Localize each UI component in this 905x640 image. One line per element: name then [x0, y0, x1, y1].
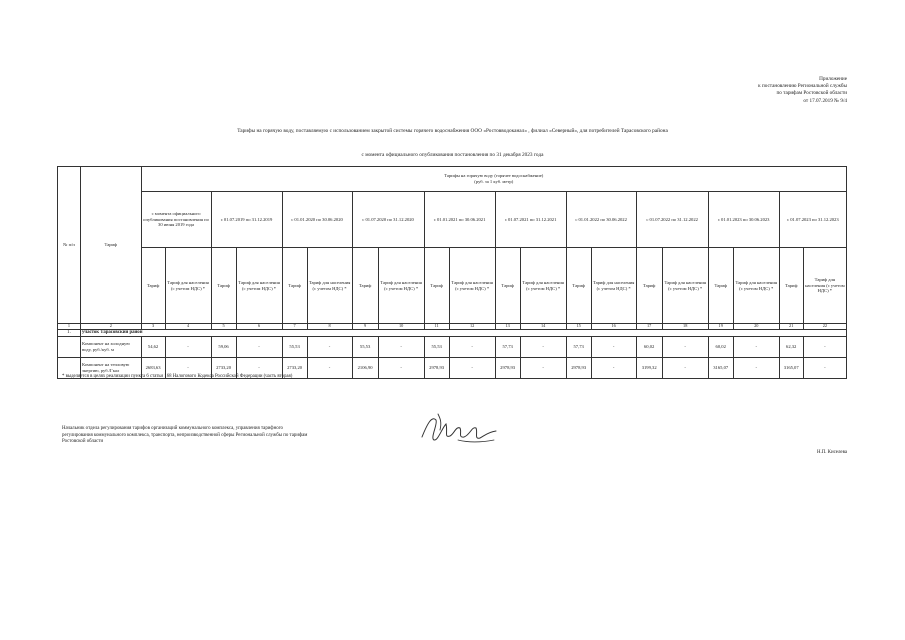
document-title: Тарифы на горячую воду, поставляемую с использованием закрытой системы горячего водоснабжения ООО «Ростовводоканал» , филиал «Северный», для потребителей Тарасовского района — [237, 128, 668, 134]
column-number: 20 — [733, 324, 779, 330]
subheader-population-tariff: Тариф для населения (с учетом НДС) * — [236, 248, 282, 324]
period-header: с 01.01.2022 по 30.06.2022 — [566, 192, 636, 248]
table-cell: 60,02 — [636, 336, 662, 357]
column-number: 15 — [566, 324, 591, 330]
period-header: с 01.07.2023 по 31.12.2023 — [779, 192, 846, 248]
row-number-cell — [58, 336, 81, 357]
column-header-number: № п/п — [58, 167, 81, 324]
table-cell: 55,53 — [282, 336, 307, 357]
table-cell: - — [662, 336, 708, 357]
table-cell: - — [307, 336, 352, 357]
subheader-population-tariff: Тариф для населения (с учетом НДС) * — [165, 248, 211, 324]
period-header: с 01.01.2020 по 30.06.2020 — [282, 192, 352, 248]
table-cell: 55,53 — [424, 336, 449, 357]
footnote: * выделяется в целях реализации пункта 6 статьи 168 Налогового Кодекса Российской Федерации (часть вторая) — [62, 374, 293, 379]
group-header — [141, 167, 846, 192]
table-cell: - — [803, 357, 846, 378]
appendix-line: по тарифам Ростовской области — [776, 90, 847, 97]
subheader-tariff: Тариф — [211, 248, 236, 324]
section-number: 1. — [58, 329, 81, 336]
appendix-line: к постановлению Региональной службы — [758, 83, 847, 90]
signature-stroke — [438, 414, 441, 430]
column-number: 19 — [708, 324, 733, 330]
column-number: 12 — [449, 324, 495, 330]
table-cell: 54,62 — [141, 336, 165, 357]
table-cell: - — [591, 336, 636, 357]
table-cell: 60,02 — [708, 336, 733, 357]
period-header: с 01.07.2020 по 31.12.2020 — [352, 192, 424, 248]
table-cell: 2978,93 — [424, 357, 449, 378]
table-cell: - — [307, 357, 352, 378]
table-cell: 2978,93 — [495, 357, 520, 378]
period-header: с 01.07.2021 по 31.12.2021 — [495, 192, 566, 248]
period-header: с 01.01.2023 по 30.06.2023 — [708, 192, 779, 248]
table-cell: 3165,07 — [779, 357, 803, 378]
table-cell: - — [236, 357, 282, 378]
subheader-tariff: Тариф — [779, 248, 803, 324]
table-cell: 55,53 — [352, 336, 378, 357]
signer-title: Начальник отдела регулирования тарифов организаций коммунального комплекса, управления тарифного регулирования коммунального комплекса, транспорта, непроизводственной сферы Региональной службы по тарифам Ростовской области — [62, 426, 308, 445]
group-header-line: Тарифы на горячую воду (горячее водоснабжение) — [444, 173, 544, 179]
period-header: с 01.07.2022 по 31.12.2022 — [636, 192, 708, 248]
subheader-row — [58, 248, 847, 324]
column-number: 8 — [307, 324, 352, 330]
subheader-population-tariff: Тариф для населения (с учетом НДС) * — [378, 248, 424, 324]
table-cell: - — [520, 357, 566, 378]
column-header-tariff: Тариф — [80, 167, 141, 324]
table-cell: - — [733, 336, 779, 357]
table-cell: 2978,93 — [566, 357, 591, 378]
subheader-population-tariff: Тариф для населения (с учетом НДС) * — [803, 248, 846, 324]
period-header: с 01.07.2019 по 31.12.2019 — [211, 192, 282, 248]
subheader-population-tariff: Тариф для населения (с учетом НДС) * — [520, 248, 566, 324]
column-number: 11 — [424, 324, 449, 330]
subheader-tariff: Тариф — [636, 248, 662, 324]
column-number: 3 — [141, 324, 165, 330]
signer-name: Н.П. Киселева — [816, 450, 847, 455]
subheader-tariff: Тариф — [708, 248, 733, 324]
column-number: 13 — [495, 324, 520, 330]
column-number: 7 — [282, 324, 307, 330]
column-number: 18 — [662, 324, 708, 330]
document-period: с момента официального опубликования постановления по 31 декабря 2023 года — [361, 152, 544, 158]
table-cell: 57,73 — [566, 336, 591, 357]
row-label: Компонент на тепловую энергию, руб./Гкал — [80, 357, 141, 378]
subheader-population-tariff: Тариф для населения (с учетом НДС) * — [733, 248, 779, 324]
table-cell: - — [733, 357, 779, 378]
subheader-population-tariff: Тариф для населения (с учетом НДС) * — [307, 248, 352, 324]
column-number: 21 — [779, 324, 803, 330]
header-row — [58, 167, 847, 192]
column-number: 14 — [520, 324, 566, 330]
column-number: 16 — [591, 324, 636, 330]
signature-image — [418, 410, 500, 448]
table-cell: - — [520, 336, 566, 357]
table-cell: - — [449, 336, 495, 357]
appendix-line: Приложение — [819, 76, 847, 82]
column-number: 10 — [378, 324, 424, 330]
table-cell: - — [662, 357, 708, 378]
table-body — [58, 336, 847, 378]
column-number: 1 — [58, 324, 81, 330]
tariff-table — [57, 166, 847, 379]
subheader-tariff: Тариф — [282, 248, 307, 324]
period-header: с момента официального опубликования постановления по 30 июня 2019 года — [141, 192, 211, 248]
subheader-tariff: Тариф — [352, 248, 378, 324]
column-number: 4 — [165, 324, 211, 330]
subheader-tariff: Тариф — [424, 248, 449, 324]
table-cell: 3165,07 — [708, 357, 733, 378]
appendix-header — [758, 76, 847, 105]
table-cell: - — [165, 336, 211, 357]
signature-stroke — [422, 419, 496, 440]
table-cell: - — [165, 357, 211, 378]
column-number: 6 — [236, 324, 282, 330]
subheader-tariff: Тариф — [141, 248, 165, 324]
column-number: 17 — [636, 324, 662, 330]
column-number: 5 — [211, 324, 236, 330]
table-cell: 2683,63 — [141, 357, 165, 378]
column-number: 2 — [80, 324, 141, 330]
row-label: Компонент на холодную воду, руб./куб. м — [80, 336, 141, 357]
table-cell: 57,73 — [495, 336, 520, 357]
subheader-population-tariff: Тариф для населения (с учетом НДС) * — [662, 248, 708, 324]
signature-stroke — [458, 440, 494, 442]
subheader-tariff: Тариф — [495, 248, 520, 324]
column-number: 9 — [352, 324, 378, 330]
table-cell: - — [449, 357, 495, 378]
table-cell: - — [378, 357, 424, 378]
table-cell: - — [378, 336, 424, 357]
group-header-unit: (руб. за 1 куб. метр) — [474, 179, 514, 184]
subheader-population-tariff: Тариф для населения (с учетом НДС) * — [449, 248, 495, 324]
table-cell: 2106,90 — [352, 357, 378, 378]
table-cell: 2733,20 — [211, 357, 236, 378]
period-header: с 01.01.2021 по 30.06.2021 — [424, 192, 495, 248]
table-cell: 62,32 — [779, 336, 803, 357]
section-row — [58, 329, 847, 336]
table-row — [58, 336, 847, 357]
table-cell: - — [236, 336, 282, 357]
subheader-population-tariff: Тариф для населения (с учетом НДС) * — [591, 248, 636, 324]
appendix-line: от 17.07.2019 № 9/4 — [803, 97, 847, 104]
table-cell: 3199,32 — [636, 357, 662, 378]
section-title: участок Тарасовский район — [80, 329, 846, 336]
table-cell: 2733,20 — [282, 357, 307, 378]
subheader-tariff: Тариф — [566, 248, 591, 324]
period-row — [58, 192, 847, 248]
table-cell: - — [591, 357, 636, 378]
table-cell: 59,06 — [211, 336, 236, 357]
table-cell: - — [803, 336, 846, 357]
column-number: 22 — [803, 324, 846, 330]
